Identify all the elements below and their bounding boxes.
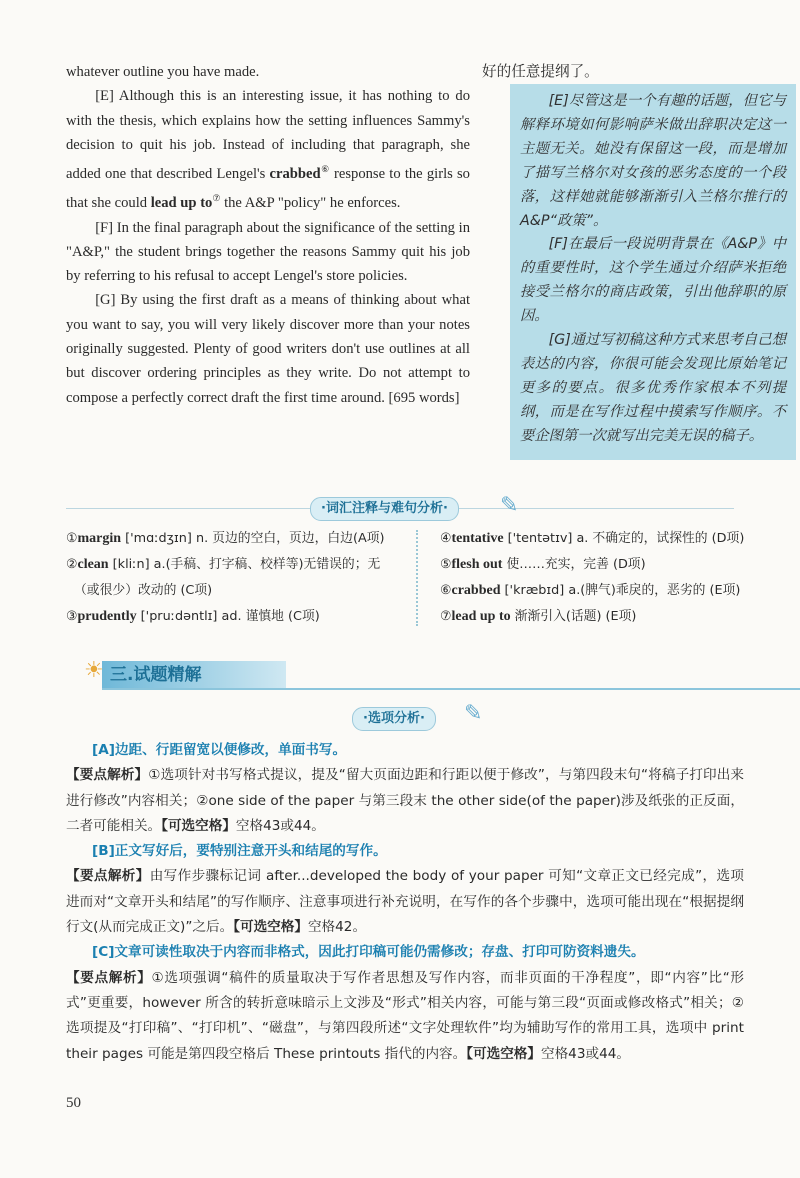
pen-icon: ✎ [500,492,519,517]
option-c-heading: [C]文章可读性取决于内容而非格式，因此打印稿可能仍需修改；存盘、打印可防资料遗失。 [92,944,645,961]
english-paragraph-f: [F] In the final paragraph about the significance of the setting in "A&P," the student brings together the reasons Sammy quit his job by referring to his refusal to accept Lengel's store policies. [66,219,470,285]
options-subtitle: ·选项分析· [352,707,436,731]
english-text-column [66,60,470,410]
english-lead-line: whatever outline you have made. [66,64,260,80]
translation-box [510,84,796,460]
vocab-item: ④tentative ['tentətɪv] a. 不确定的，试探性的 (D项) [440,531,745,546]
vocab-section-title: ·词汇注释与难句分析· [310,497,459,521]
option-b-heading: [B]正文写好后，要特别注意开头和结尾的写作。 [92,843,387,860]
page-number: 50 [66,1095,81,1111]
lightbulb-icon: ☀ [84,657,104,682]
banner-rule [102,688,800,690]
vocab-item: ①margin ['mɑːdʒɪn] n. 页边的空白，页边，白边(A项) [66,531,385,546]
vocab-item: ⑥crabbed ['kræbɪd] a.(脾气)乖戾的，恶劣的 (E项) [440,583,741,598]
vocab-column-right [440,526,744,630]
chinese-lead-line: 好的任意提纲了。 [482,63,599,80]
section-title: 三.试题精解 [110,665,202,685]
options-analysis [66,738,744,1067]
vocab-item: ②clean [kliːn] a.(手稿、打字稿、校样等)无错误的；无 [66,557,381,572]
option-b-analysis: 【要点解析】由写作步骤标记词 after...developed the body of your paper 可知“文章正文已经完成”，选项进而对“文章开头和结尾”的写作顺序、注意事项进行补充说明，在写作的各个步骤中，选项可能出现在“根据提纲行文(从而完成正文)”之后。【可选空格】空格42。 [66,868,745,936]
chinese-paragraph-f: [F]在最后一段说明背景在《A&P》中的重要性时，这个学生通过介绍萨米拒绝接受兰格尔的商店政策，引出他辞职的原因。 [520,236,786,325]
vocab-item: ③prudently ['pruːdəntlɪ] ad. 谨慎地 (C项) [66,609,320,624]
english-paragraph-g: [G] By using the first draft as a means of thinking about what you want to say, you will very likely discover more than your notes originally suggested. Plenty of good writers don't use outlines at all but discover ordering principles as they write. Do not attempt to compose a perfectly correct draft the first time around. [695 words] [66,292,470,406]
vocab-column-separator [416,530,424,626]
option-c-analysis: 【要点解析】①选项强调“稿件的质量取决于写作者思想及写作内容，而非页面的干净程度”，即“内容”比“形式”更重要，however 所含的转折意味暗示上文涉及“形式”相关内容，可能与第三段“页面或修改格式”相关；②选项提及“打印稿”、“打印机”、“磁盘”，与第四段所述“文字处理软件”均为辅助写作的常用工具，选项中 print their pages 可能是第四段空格后 These printouts 指代的内容。【可选空格】空格43或44。 [66,969,744,1062]
section-banner [84,655,800,691]
chinese-paragraph-e: [E]尽管这是一个有趣的话题，但它与解释环境如何影响萨米做出辞职决定这一主题无关。她没有保留这一段，而是增加了描写兰格尔对女孩的恶劣态度的一个段落，这样她就能够渐渐引入兰格尔推行的A&P“政策”。 [520,93,786,229]
vocab-item: ⑤flesh out 使……充实，完善 (D项) [440,557,646,572]
english-paragraph-e: [E] Although this is an interesting issue, it has nothing to do with the thesis, which explains how the setting influences Sammy's decision to quit his job. Instead of including that paragraph, she added one that described Lengel's crabbed⑥ response to the girls so that she could lead up to⑦ the A&P "policy" he enforces. [66,88,470,212]
vocab-item-continued: （或很少）改动的 (C项) [74,583,213,598]
chinese-translation-column [482,60,796,460]
option-a-heading: [A]边距、行距留宽以便修改，单面书写。 [92,742,347,758]
vocab-item: ⑦lead up to 渐渐引入(话题) (E项) [440,609,637,624]
vocab-column-left [66,526,385,630]
chinese-paragraph-g: [G]通过写初稿这种方式来思考自己想表达的内容，你很可能会发现比原始笔记更多的要点。很多优秀作家根本不列提纲，而是在写作过程中摸索写作顺序。不要企图第一次就写出完美无误的稿子。 [520,332,786,444]
option-a-analysis: 【要点解析】①选项针对书写格式提议，提及“留大页面边距和行距以便于修改”，与第四段末句“将稿子打印出来进行修改”内容相关；②one side of the paper 与第三段末 the other side(of the paper)涉及纸张的正反面，二者可能相关。【可选空格】空格43或44。 [66,767,745,834]
vocab-section-header [0,494,800,524]
pen-icon: ✎ [464,700,483,725]
